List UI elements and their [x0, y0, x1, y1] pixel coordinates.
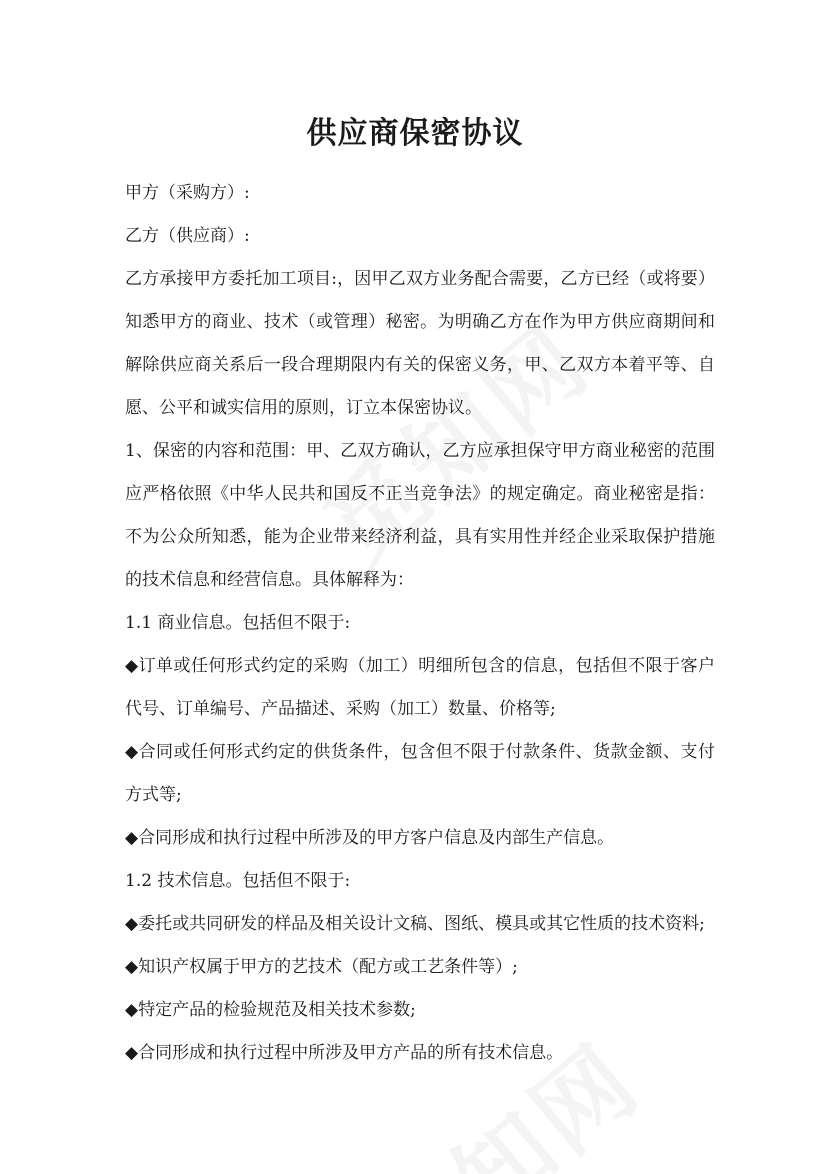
business-item: ◆ 合同或任何形式约定的供货条件，包含但不限于付款条件、货款金额、支付方式等;	[125, 731, 715, 817]
tech-item: ◆ 特定产品的检验规范及相关技术参数;	[125, 989, 715, 1032]
document-body	[125, 172, 715, 1075]
party-b-line: 乙方（供应商）:	[125, 226, 250, 246]
business-item: ◆ 订单或任何形式约定的采购（加工）明细所包含的信息，包括但不限于客户代号、订单编号、产品描述、采购（加工）数量、价格等;	[125, 645, 715, 731]
intro-paragraph: 乙方承接甲方委托加工项目:，因甲乙双方业务配合需要，乙方已经（或将要）知悉甲方的商业、技术（或管理）秘密。为明确乙方在作为甲方供应商期间和解除供应商关系后一段合理期限内有关的保密义务，甲、乙双方本着平等、自愿、公平和诚实信用的原则，订立本保密协议。	[125, 269, 715, 418]
section-1-1-heading: 1.1 商业信息。包括但不限于:	[125, 613, 351, 633]
section-1-paragraph: 1、保密的内容和范围：甲、乙双方确认，乙方应承担保守甲方商业秘密的范围应严格依照《中华人民共和国反不正当竞争法》的规定确定。商业秘密是指：不为公众所知悉，能为企业带来经济利益，具有实用性并经企业采取保护措施的技术信息和经营信息。具体解释为：	[125, 441, 715, 590]
party-a-line: 甲方（采购方）:	[125, 183, 250, 203]
tech-item: ◆ 合同形成和执行过程中所涉及甲方产品的所有技术信息。	[125, 1032, 715, 1075]
document-title: 供应商保密协议	[306, 116, 524, 151]
section-1-2-heading: 1.2 技术信息。包括但不限于:	[125, 871, 351, 891]
business-item: ◆ 合同形成和执行过程中所涉及的甲方客户信息及内部生产信息。	[125, 817, 715, 860]
tech-item: ◆ 知识产权属于甲方的艺技术（配方或工艺条件等）;	[125, 946, 715, 989]
tech-item: ◆ 委托或共同研发的样品及相关设计文稿、图纸、模具或其它性质的技术资料;	[125, 903, 715, 946]
